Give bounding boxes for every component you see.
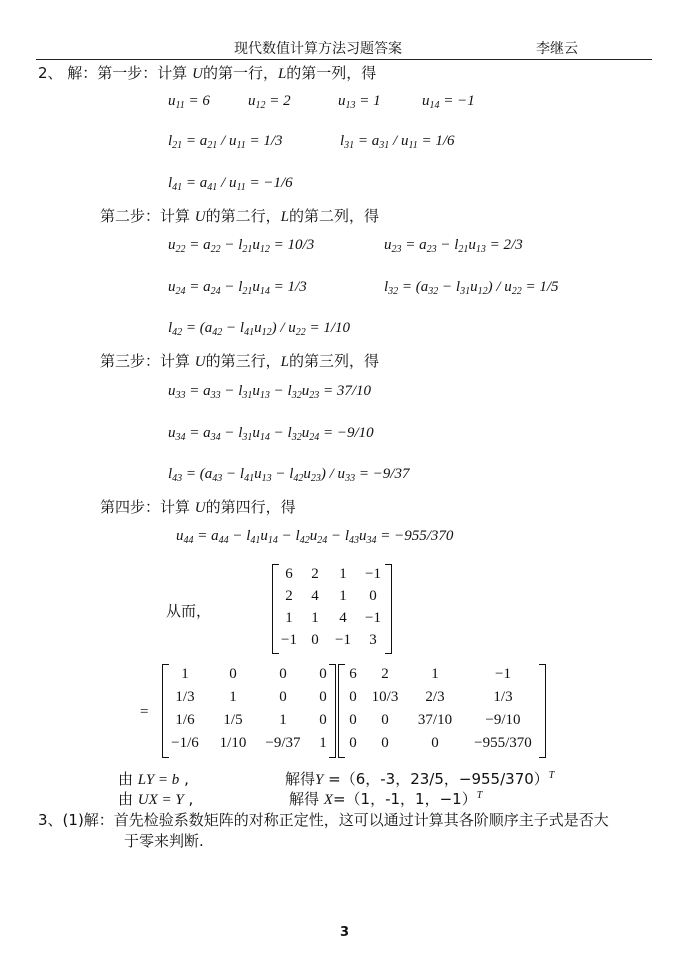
header-title: 现代数值计算方法习题答案 [234, 41, 402, 57]
matrix-a-cell: 4 [339, 610, 347, 626]
eq-u34: $u_{34} = a_{34} - l_{31}u_{14} - l_{32}u_{24} = -9/10$ [168, 425, 374, 443]
matrix-u-cell: 1 [431, 666, 439, 682]
matrix-u-cell: 10/3 [371, 689, 399, 705]
matrix-u-cell: 0 [349, 712, 357, 728]
matrix-a-cell: 6 [285, 566, 293, 582]
matrix-l-cell: 0 [319, 666, 327, 682]
thus-label: 从而， [166, 602, 212, 620]
matrix-u-cell: −1 [495, 666, 511, 682]
eq-u33: $u_{33} = a_{33} - l_{31}u_{13} - l_{32}u_{23} = 37/10$ [168, 383, 372, 401]
matrix-a [272, 564, 392, 654]
matrix-u-cell: 1/3 [493, 689, 513, 705]
eq-l43: $l_{43} = (a_{43} - l_{41}u_{13} - l_{42}u_{23}) / u_{33} = -9/37$ [168, 466, 410, 484]
step3-heading: 第三步：计算 U的第三行，L的第三列，得 [100, 352, 380, 370]
matrix-u-cell: 0 [381, 735, 389, 751]
matrix-a-cell: 0 [311, 632, 319, 648]
matrix-a-cell: −1 [365, 610, 381, 626]
equals-sign: = [140, 704, 149, 720]
eq-u14: $u_{14} = -1$ [422, 93, 475, 111]
eq-u11: $u_{11} = 6$ [168, 93, 210, 111]
matrix-l-cell: −1/6 [171, 735, 199, 751]
matrix-l-cell: 0 [229, 666, 237, 682]
matrix-u-cell: −955/370 [474, 735, 532, 751]
eq-u22: $u_{22} = a_{22} - l_{21}u_{12} = 10/3$ [168, 237, 315, 255]
p3-line1: 3、(1)解：首先检验系数矩阵的对称正定性，这可以通过计算其各阶顺序主子式是否大 [38, 811, 609, 829]
matrix-u-cell: 2 [381, 666, 389, 682]
matrix-a-cell: 1 [339, 566, 347, 582]
ly-result: 解得Y =（6，-3，23/5，−955/370）$^T$ [285, 770, 555, 788]
eq-l41: $l_{41} = a_{41} / u_{11} = -1/6$ [168, 175, 293, 193]
eq-l21: $l_{21} = a_{21} / u_{11} = 1/3$ [168, 133, 283, 151]
step1-heading: 2、 解：第一步：计算 U的第一行，L的第一列，得 [38, 64, 377, 82]
eq-u13: $u_{13} = 1$ [338, 93, 381, 111]
matrix-l-cell: 1 [319, 735, 327, 751]
matrix-l-cell: 1/6 [175, 712, 195, 728]
matrix-a-cell: 1 [311, 610, 319, 626]
header-rule [36, 59, 652, 60]
eq-l31: $l_{31} = a_{31} / u_{11} = 1/6$ [340, 133, 455, 151]
eq-u44: $u_{44} = a_{44} - l_{41}u_{14} - l_{42}u_{24} - l_{43}u_{34} = -955/370$ [176, 528, 454, 546]
eq-u24: $u_{24} = a_{24} - l_{21}u_{14} = 1/3$ [168, 279, 307, 297]
matrix-l-cell: 1 [229, 689, 237, 705]
page-number: 3 [340, 925, 350, 940]
matrix-u [338, 664, 546, 758]
eq-u23: $u_{23} = a_{23} - l_{21}u_{13} = 2/3$ [384, 237, 523, 255]
matrix-l-cell: 1/5 [223, 712, 243, 728]
header-author: 李继云 [536, 41, 578, 57]
matrix-a-cell: 1 [285, 610, 293, 626]
matrix-l-cell: 1/3 [175, 689, 195, 705]
p3-line2: 于零来判断. [124, 832, 204, 850]
matrix-u-cell: 0 [349, 689, 357, 705]
matrix-a-cell: −1 [335, 632, 351, 648]
step2-heading: 第二步：计算 U的第二行，L的第二列，得 [100, 207, 380, 225]
matrix-u-cell: −9/10 [485, 712, 521, 728]
ux-result: 解得 X=（1，-1，1，−1）$^T$ [289, 790, 483, 808]
eq-u12: $u_{12} = 2$ [248, 93, 291, 111]
matrix-a-cell: −1 [281, 632, 297, 648]
eq-l32: $l_{32} = (a_{32} - l_{31}u_{12}) / u_{22} = 1/5$ [384, 279, 559, 297]
ly-line: 由 LY = b , [118, 770, 189, 788]
matrix-a-cell: 0 [369, 588, 377, 604]
matrix-l-cell: 0 [279, 689, 287, 705]
matrix-a-cell: 2 [311, 566, 319, 582]
matrix-u-cell: 0 [431, 735, 439, 751]
matrix-a-cell: −1 [365, 566, 381, 582]
ux-line: 由 UX = Y , [118, 790, 194, 808]
matrix-l-cell: −9/37 [265, 735, 301, 751]
eq-l42: $l_{42} = (a_{42} - l_{41}u_{12}) / u_{22} = 1/10$ [168, 320, 351, 338]
matrix-l [162, 664, 336, 758]
matrix-u-cell: 0 [381, 712, 389, 728]
matrix-l-cell: 1/10 [219, 735, 247, 751]
matrix-l-cell: 0 [319, 712, 327, 728]
matrix-a-cell: 4 [311, 588, 319, 604]
matrix-a-cell: 3 [369, 632, 377, 648]
matrix-l-cell: 1 [181, 666, 189, 682]
matrix-l-cell: 0 [319, 689, 327, 705]
matrix-l-cell: 0 [279, 666, 287, 682]
step4-heading: 第四步：计算 U的第四行，得 [100, 498, 296, 516]
matrix-u-cell: 0 [349, 735, 357, 751]
matrix-a-cell: 2 [285, 588, 293, 604]
matrix-u-cell: 37/10 [417, 712, 453, 728]
matrix-a-cell: 1 [339, 588, 347, 604]
matrix-l-cell: 1 [279, 712, 287, 728]
matrix-u-cell: 6 [349, 666, 357, 682]
matrix-u-cell: 2/3 [425, 689, 445, 705]
